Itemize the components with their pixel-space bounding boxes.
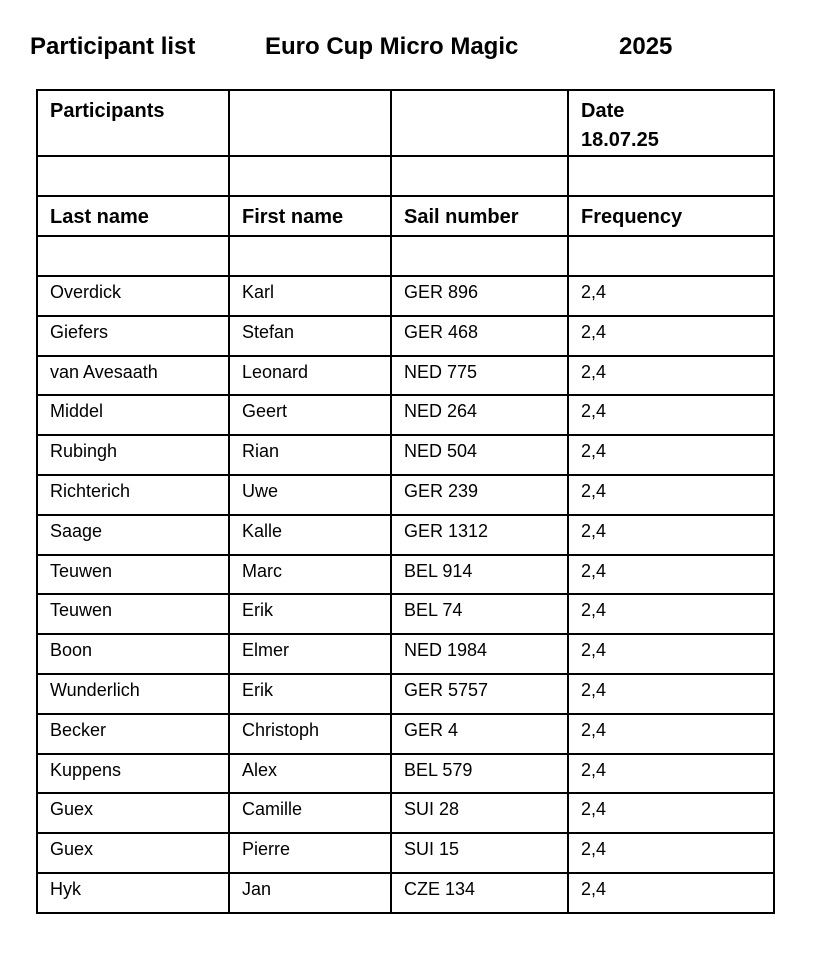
frequency-cell: 2,4 [568,873,774,913]
column-header-sail-number: Sail number [391,196,568,236]
first-name-cell: Christoph [229,714,391,754]
empty-cell [37,236,229,276]
table-row [37,714,774,754]
frequency-cell: 2,4 [568,356,774,396]
frequency-cell: 2,4 [568,634,774,674]
first-name-cell: Erik [229,674,391,714]
sail-number-cell: SUI 28 [391,793,568,833]
table-row [37,435,774,475]
frequency-cell: 2,4 [568,754,774,794]
first-name-cell: Stefan [229,316,391,356]
empty-cell [568,236,774,276]
first-name-cell: Rian [229,435,391,475]
empty-cell [391,236,568,276]
frequency-cell: 2,4 [568,674,774,714]
spacer-row [37,156,774,196]
sail-number-cell: CZE 134 [391,873,568,913]
date-cell [568,90,774,156]
first-name-cell: Uwe [229,475,391,515]
first-name-cell: Leonard [229,356,391,396]
sail-number-cell: GER 1312 [391,515,568,555]
empty-cell [391,90,568,156]
empty-cell [37,156,229,196]
date-value: 18.07.25 [581,129,659,151]
sail-number-cell: NED 775 [391,356,568,396]
sail-number-cell: BEL 74 [391,594,568,634]
first-name-cell: Elmer [229,634,391,674]
table-row [37,515,774,555]
spacer-row [37,236,774,276]
last-name-cell: Teuwen [37,555,229,595]
empty-cell [229,90,391,156]
empty-cell [229,236,391,276]
sail-number-cell: BEL 579 [391,754,568,794]
sail-number-cell: NED 1984 [391,634,568,674]
first-name-cell: Jan [229,873,391,913]
participant-table [36,89,775,914]
frequency-cell: 2,4 [568,714,774,754]
frequency-cell: 2,4 [568,395,774,435]
first-name-cell: Kalle [229,515,391,555]
last-name-cell: Wunderlich [37,674,229,714]
last-name-cell: Guex [37,793,229,833]
column-header-last-name: Last name [37,196,229,236]
empty-cell [568,156,774,196]
frequency-cell: 2,4 [568,594,774,634]
sail-number-cell: GER 896 [391,276,568,316]
date-label: Date [581,100,625,122]
last-name-cell: Giefers [37,316,229,356]
last-name-cell: Saage [37,515,229,555]
last-name-cell: Hyk [37,873,229,913]
table-row [37,873,774,913]
empty-cell [391,156,568,196]
table-row [37,276,774,316]
last-name-cell: Teuwen [37,594,229,634]
last-name-cell: Rubingh [37,435,229,475]
first-name-cell: Camille [229,793,391,833]
first-name-cell: Karl [229,276,391,316]
frequency-cell: 2,4 [568,515,774,555]
sail-number-cell: GER 5757 [391,674,568,714]
first-name-cell: Pierre [229,833,391,873]
page-title: Participant list [30,33,196,60]
table-row [37,316,774,356]
last-name-cell: Kuppens [37,754,229,794]
table-row [37,555,774,595]
frequency-cell: 2,4 [568,276,774,316]
first-name-cell: Alex [229,754,391,794]
event-year: 2025 [619,33,673,60]
frequency-cell: 2,4 [568,435,774,475]
column-header-row [37,196,774,236]
first-name-cell: Marc [229,555,391,595]
table-row [37,793,774,833]
table-top-row [37,90,774,156]
sail-number-cell: BEL 914 [391,555,568,595]
column-header-first-name: First name [229,196,391,236]
frequency-cell: 2,4 [568,316,774,356]
table-row [37,634,774,674]
table-row [37,395,774,435]
frequency-cell: 2,4 [568,555,774,595]
first-name-cell: Geert [229,395,391,435]
frequency-cell: 2,4 [568,833,774,873]
last-name-cell: van Avesaath [37,356,229,396]
last-name-cell: Richterich [37,475,229,515]
table-row [37,475,774,515]
frequency-cell: 2,4 [568,793,774,833]
sail-number-cell: NED 264 [391,395,568,435]
sail-number-cell: SUI 15 [391,833,568,873]
table-row [37,754,774,794]
participants-label: Participants [37,90,229,156]
empty-cell [229,156,391,196]
sail-number-cell: NED 504 [391,435,568,475]
table-row [37,833,774,873]
frequency-cell: 2,4 [568,475,774,515]
table-row [37,674,774,714]
sail-number-cell: GER 4 [391,714,568,754]
last-name-cell: Overdick [37,276,229,316]
last-name-cell: Boon [37,634,229,674]
table-row [37,594,774,634]
last-name-cell: Becker [37,714,229,754]
last-name-cell: Middel [37,395,229,435]
first-name-cell: Erik [229,594,391,634]
event-title: Euro Cup Micro Magic [265,33,519,60]
table-row [37,356,774,396]
last-name-cell: Guex [37,833,229,873]
sail-number-cell: GER 468 [391,316,568,356]
column-header-frequency: Frequency [568,196,774,236]
sail-number-cell: GER 239 [391,475,568,515]
